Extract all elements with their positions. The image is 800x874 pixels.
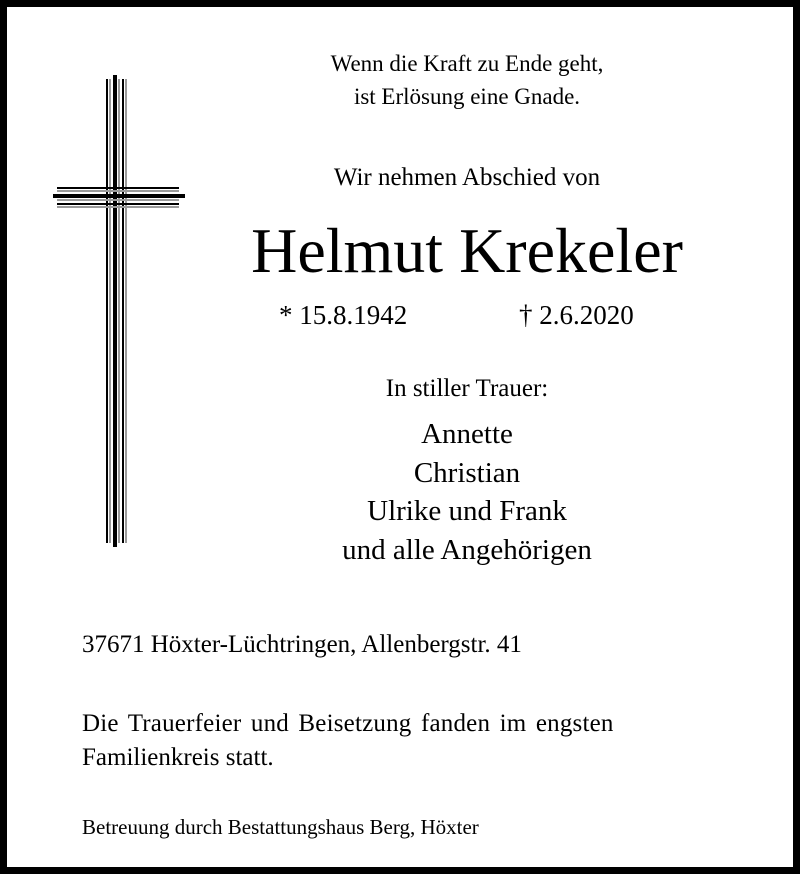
deceased-name: Helmut Krekeler (251, 215, 683, 286)
address: 37671 Höxter-Lüchtringen, Allenbergstr. 41 (82, 631, 522, 658)
intro-text: Wir nehmen Abschied von (333, 164, 601, 191)
motto (267, 47, 667, 113)
funeral-home-credit: Betreuung durch Bestattungshaus Berg, Höxter (82, 815, 479, 839)
mourners-heading: In stiller Trauer: (385, 375, 549, 402)
birth-date: * 15.8.1942 (279, 300, 408, 330)
mourners-list (267, 415, 667, 569)
mourner-name: Ulrike und Frank (367, 495, 567, 527)
motto-line-2: ist Erlösung eine Gnade. (353, 84, 581, 109)
mourner-name: Christian (413, 456, 521, 489)
ceremony-line-1: Die Trauerfeier und Beisetzung fanden im engsten (82, 710, 614, 737)
latin-cross-icon (53, 75, 185, 547)
mourner-name: und alle Angehörigen (342, 533, 592, 566)
ceremony-line-2: Familienkreis statt. (82, 744, 274, 771)
motto-line-1: Wenn die Kraft zu Ende geht, (330, 51, 604, 76)
death-date: † 2.6.2020 (519, 300, 634, 330)
ceremony-note (82, 707, 732, 775)
mourner-name: Annette (421, 418, 513, 450)
